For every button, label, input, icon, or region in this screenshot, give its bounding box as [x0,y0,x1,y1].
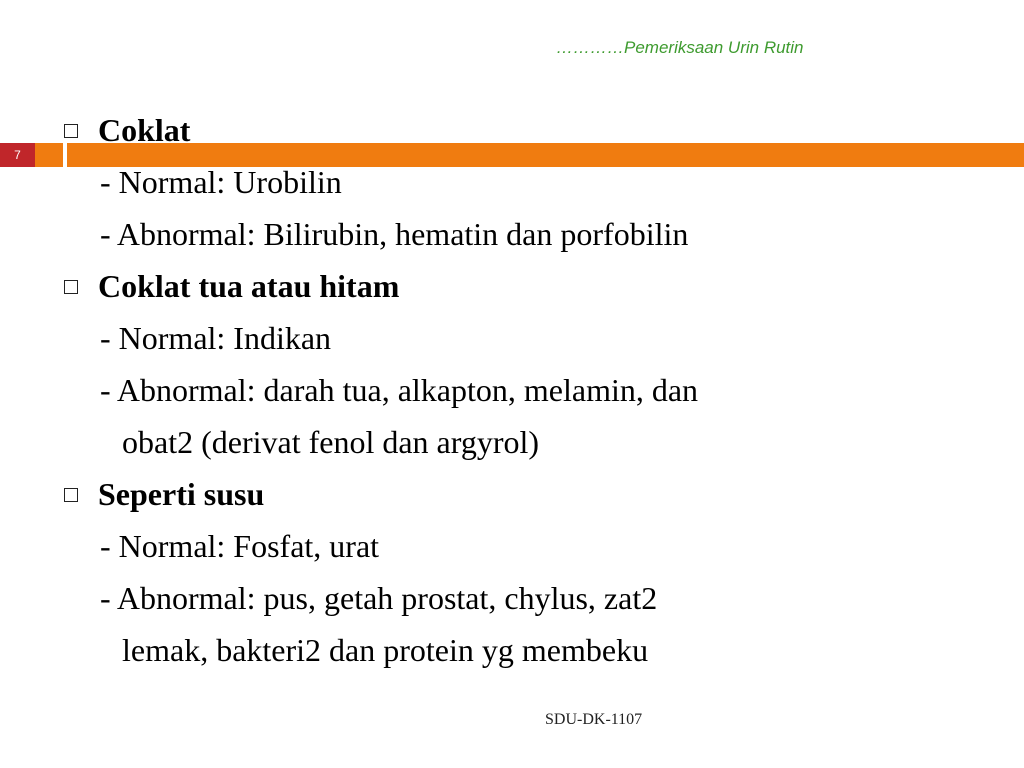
header-title [556,38,804,58]
bullet-line: - Normal: Indikan [100,320,332,356]
header-dots: ………… [556,38,624,57]
footer-code: SDU-DK-1107 [545,711,643,728]
bullet-line: - Abnormal: Bilirubin, hematin dan porfobilin [100,216,689,252]
bullet-line: - Normal: Fosfat, urat [100,528,380,564]
square-bullet-icon [64,280,78,294]
square-bullet-icon [64,488,78,502]
slide-content [62,104,1002,676]
bullet-title: Coklat [98,112,191,148]
bullet-title: Coklat tua atau hitam [98,268,400,304]
bullet-line-continuation: obat2 (derivat fenol dan argyrol) [122,424,540,460]
slide-number: 7 [0,143,35,167]
bullet-item [62,468,1002,520]
bullet-item [62,260,1002,312]
bullet-line: - Normal: Urobilin [100,164,342,200]
bullet-line: - Abnormal: darah tua, alkapton, melamin, dan [100,372,699,408]
square-bullet-icon [64,124,78,138]
header-title-text: Pemeriksaan Urin Rutin [624,38,804,57]
bullet-line-continuation: lemak, bakteri2 dan protein yg membeku [122,632,649,668]
bullet-item [62,104,1002,156]
bullet-line: - Abnormal: pus, getah prostat, chylus, zat2 [100,580,658,616]
bullet-title: Seperti susu [98,476,265,512]
